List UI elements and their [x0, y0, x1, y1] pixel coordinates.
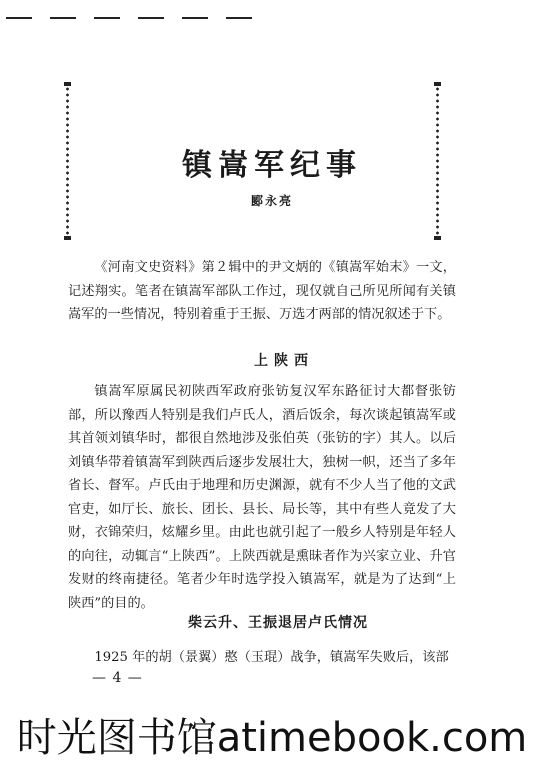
section-heading-shaanxi: 上陕西 — [254, 353, 314, 369]
intro-paragraph: 《河南文史资料》第２辑中的尹文炳的《镇嵩军始末》一文，记述翔实。笔者在镇嵩军部队工作过，现仅就自己所见所闻有关镇嵩军的一些情况，特别着重于王振、万选才两部的情况叙述于下。 — [68, 260, 456, 322]
article-title: 镇嵩军纪事 — [182, 148, 362, 183]
body-paragraph: 镇嵩军原属民初陕西军政府张钫复汉军东路征讨大都督张钫部，所以豫西人特别是我们卢氏人，酒后饭余，每次谈起镇嵩军或其首领刘镇华时，都很自然地涉及张伯英（张钫的字）其人。以后刘镇华带着镇嵩军到陕西后逐步发展壮大，独树一帜，还当了多年省长、督军。卢氏由于地理和历史渊源，就有不少人当了他的文武官吏，如厅长、旅长、团长、县长、局长等，其中有些人竟发了大财，衣锦荣归，炫耀乡里。由此也就引起了一般乡人特别是年轻人的向往，动辄言“上陕西”。上陕西就是熏昧者作为兴家立业、升官发财的终南捷径。笔者少年时选学投入镇嵩军，就是为了达到“上陕西”的目的。 — [68, 384, 456, 611]
page-number: — 4 — — [92, 670, 143, 686]
watermark-text: 时光图书馆atimebook.com — [16, 715, 528, 761]
section-heading-chai-wang: 柴云升、王振退居卢氏情况 — [188, 615, 368, 631]
author-name: 郾永亮 — [250, 194, 293, 208]
body-paragraph-continued: 1925 年的胡（景翼）憨（玉琨）战争，镇嵩军失败后，该部 — [94, 650, 449, 665]
